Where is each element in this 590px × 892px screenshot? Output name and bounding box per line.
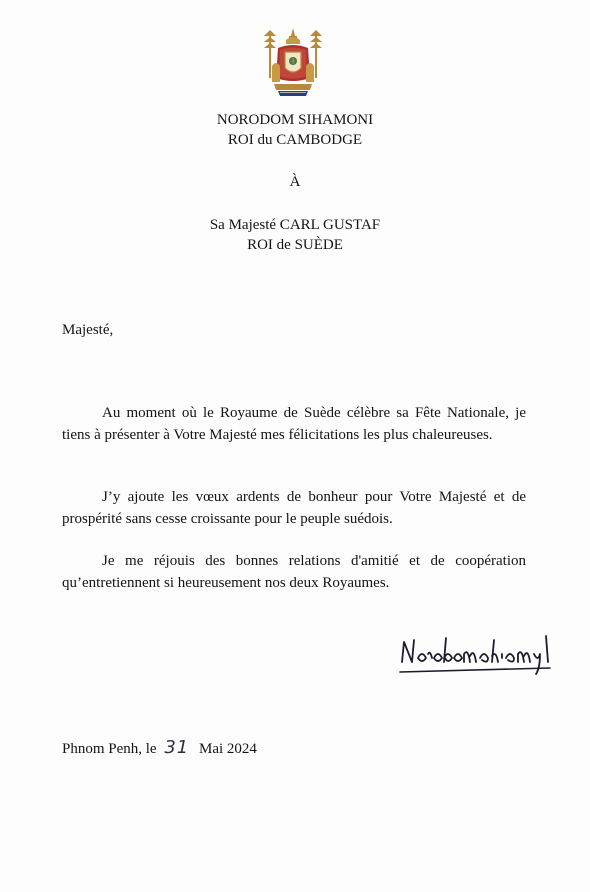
body-paragraph: J’y ajoute les vœux ardents de bonheur pour Votre Majesté et de prospérité sans cesse croissante pour le peuple suédois.: [62, 489, 526, 527]
closing-line: [62, 738, 257, 759]
sender-title: ROI du CAMBODGE: [227, 132, 363, 148]
sender-name: NORODOM SIHAMONI: [216, 112, 374, 128]
closing-place: Phnom Penh, le: [62, 741, 157, 757]
closing-month-year: Mai 2024: [199, 741, 257, 757]
addressee-preposition: À: [289, 174, 301, 190]
royal-coat-of-arms-icon: [260, 26, 326, 100]
closing-day-handwritten: 31: [164, 737, 190, 758]
salutation: Majesté,: [62, 322, 114, 338]
body-paragraph: Je me réjouis des bonnes relations d'amitié et de coopération qu’entretiennent si heureusement nos deux Royaumes.: [62, 553, 526, 591]
handwritten-signature: [398, 628, 552, 680]
recipient-title: ROI de SUÈDE: [247, 237, 343, 253]
body-paragraph: Au moment où le Royaume de Suède célèbre sa Fête Nationale, je tiens à présenter à Votre Majesté mes félicitations les plus chaleureuses.: [62, 405, 526, 443]
recipient-name: Sa Majesté CARL GUSTAF: [209, 217, 381, 233]
